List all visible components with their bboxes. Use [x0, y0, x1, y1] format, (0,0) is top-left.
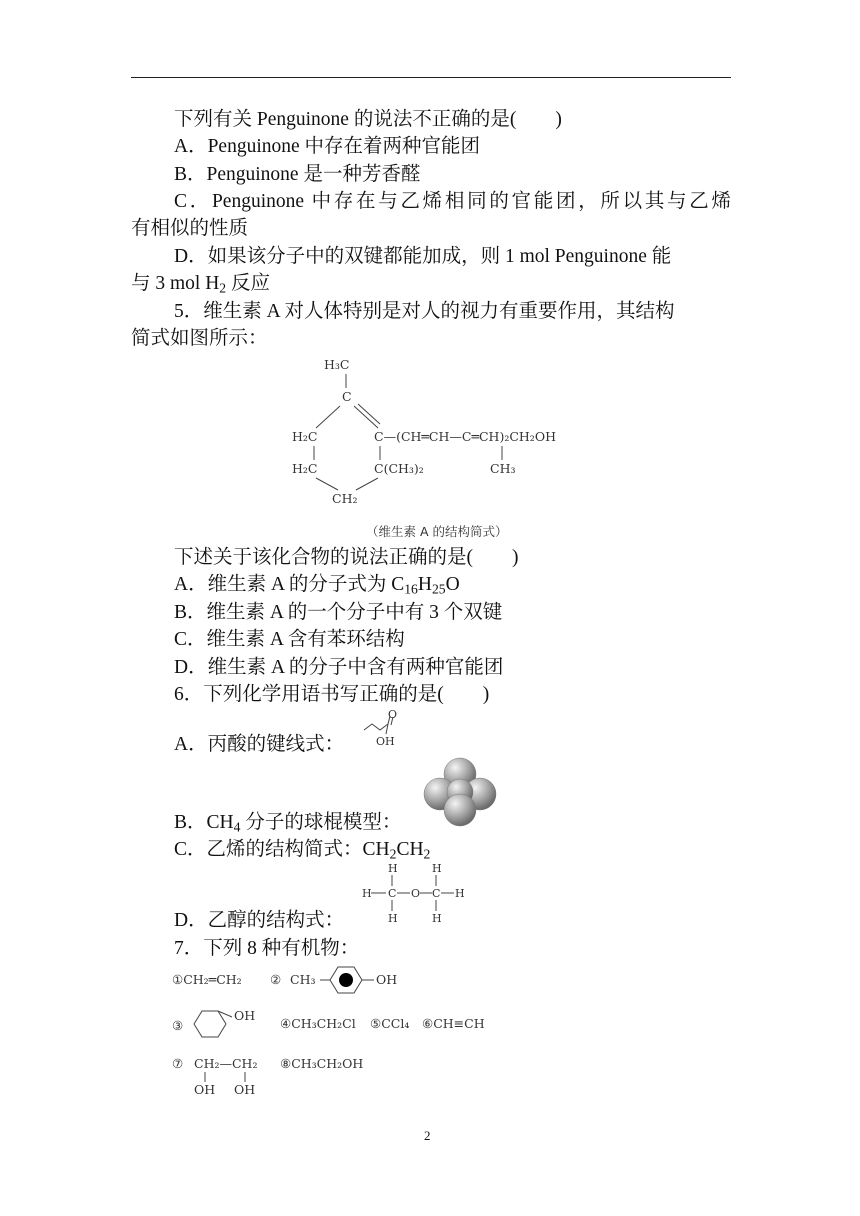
q4-option-d-line2: 与 3 mol $H_2$ 反应 — [131, 273, 271, 296]
compound-7-top: CH₂—CH₂ — [194, 1056, 258, 1071]
svg-text:H: H — [432, 912, 442, 925]
ch2-bottom-label: CH₂ — [332, 491, 358, 506]
q4-stem: 下列有关 Penguinone 的说法不正确的是( ) — [174, 109, 562, 130]
h2c-label-2: H₂C — [292, 461, 318, 476]
q6-option-c: C．乙烯的结构简式：$CH_2CH_2$ — [174, 839, 431, 862]
q5-option-a: A．维生素 A 的分子式为 $C_{16}H_{25}O$ — [174, 574, 460, 597]
q7-compounds — [170, 962, 510, 1102]
ch4-ball-model — [420, 756, 500, 828]
a-o-label: O — [388, 708, 398, 721]
chain-label: C—(CH═CH—C═CH)₂CH₂OH — [374, 429, 556, 444]
q6-stem: 6．下列化学用语书写正确的是( ) — [174, 684, 490, 705]
q7-stem: 7．下列 8 种有机物： — [174, 938, 360, 959]
compound-4: ④CH₃CH₂Cl — [280, 1016, 356, 1031]
vitamin-a-structure — [280, 352, 620, 512]
cme2-label: C(CH₃)₂ — [374, 461, 424, 476]
compound-7-label: ⑦ — [172, 1056, 184, 1071]
q5-option-b: B．维生素 A 的一个分子中有 3 个双键 — [174, 602, 503, 623]
c-top-label: C — [342, 389, 352, 404]
ch3-label: CH₃ — [490, 461, 516, 476]
h2c-label-1: H₂C — [292, 429, 318, 444]
page-number: 2 — [424, 1128, 431, 1143]
h3c-label: H₃C — [324, 357, 350, 372]
compound-8: ⑧CH₃CH₂OH — [280, 1056, 364, 1071]
compound-2-label: ② — [270, 972, 282, 987]
q6-option-a: A．丙酸的键线式： — [174, 734, 345, 755]
propanoic-acid-skeletal — [360, 710, 410, 750]
svg-text:H: H — [432, 862, 442, 875]
header-rule — [131, 77, 731, 78]
compound-3-label: ③ — [172, 1018, 184, 1033]
svg-text:C: C — [432, 887, 441, 900]
q4-option-d-line1: D．如果该分子中的双键都能加成，则 1 mol Penguinone 能 — [174, 246, 672, 267]
a-oh-label: OH — [376, 735, 395, 748]
q6-option-d: D．乙醇的结构式： — [174, 910, 345, 931]
compound-6: ⑥CH≡CH — [422, 1016, 485, 1031]
compound-1: ①CH₂═CH₂ — [172, 972, 242, 987]
svg-text:H: H — [362, 887, 372, 900]
q5-stem-line2: 简式如图所示： — [131, 328, 268, 349]
compound-2-ch3: CH₃ — [290, 972, 316, 987]
ethanol-structural-formula — [360, 860, 470, 930]
svg-text:O: O — [411, 887, 421, 900]
structure-caption: （维生素 A 的结构简式） — [366, 524, 508, 539]
q4-option-b: B．Penguinone 是一种芳香醛 — [174, 164, 421, 185]
q4-option-c-line2: 有相似的性质 — [131, 218, 249, 239]
svg-text:C: C — [388, 887, 397, 900]
compound-3-oh: OH — [234, 1008, 256, 1023]
compound-7-oh1: OH — [194, 1082, 216, 1097]
compound-7-oh2: OH — [234, 1082, 256, 1097]
q5-option-c: C．维生素 A 含有苯环结构 — [174, 629, 405, 650]
compound-2-oh: OH — [376, 972, 398, 987]
q5-stem-line1: 5．维生素 A 对人体特别是对人的视力有重要作用，其结构 — [174, 301, 675, 322]
q5-stem-line3: 下述关于该化合物的说法正确的是( ) — [174, 547, 519, 568]
q5-option-d: D．维生素 A 的分子中含有两种官能团 — [174, 657, 504, 678]
svg-text:H: H — [388, 912, 398, 925]
compound-5: ⑤CCl₄ — [370, 1016, 410, 1031]
svg-text:H: H — [455, 887, 465, 900]
q4-option-a: A．Penguinone 中存在着两种官能团 — [174, 136, 481, 157]
q6-option-b: B．$CH_4$ 分子的球棍模型： — [174, 812, 402, 835]
q4-option-c-line1: C．Penguinone 中存在与乙烯相同的官能团，所以其与乙烯 — [174, 191, 731, 212]
svg-text:H: H — [388, 862, 398, 875]
